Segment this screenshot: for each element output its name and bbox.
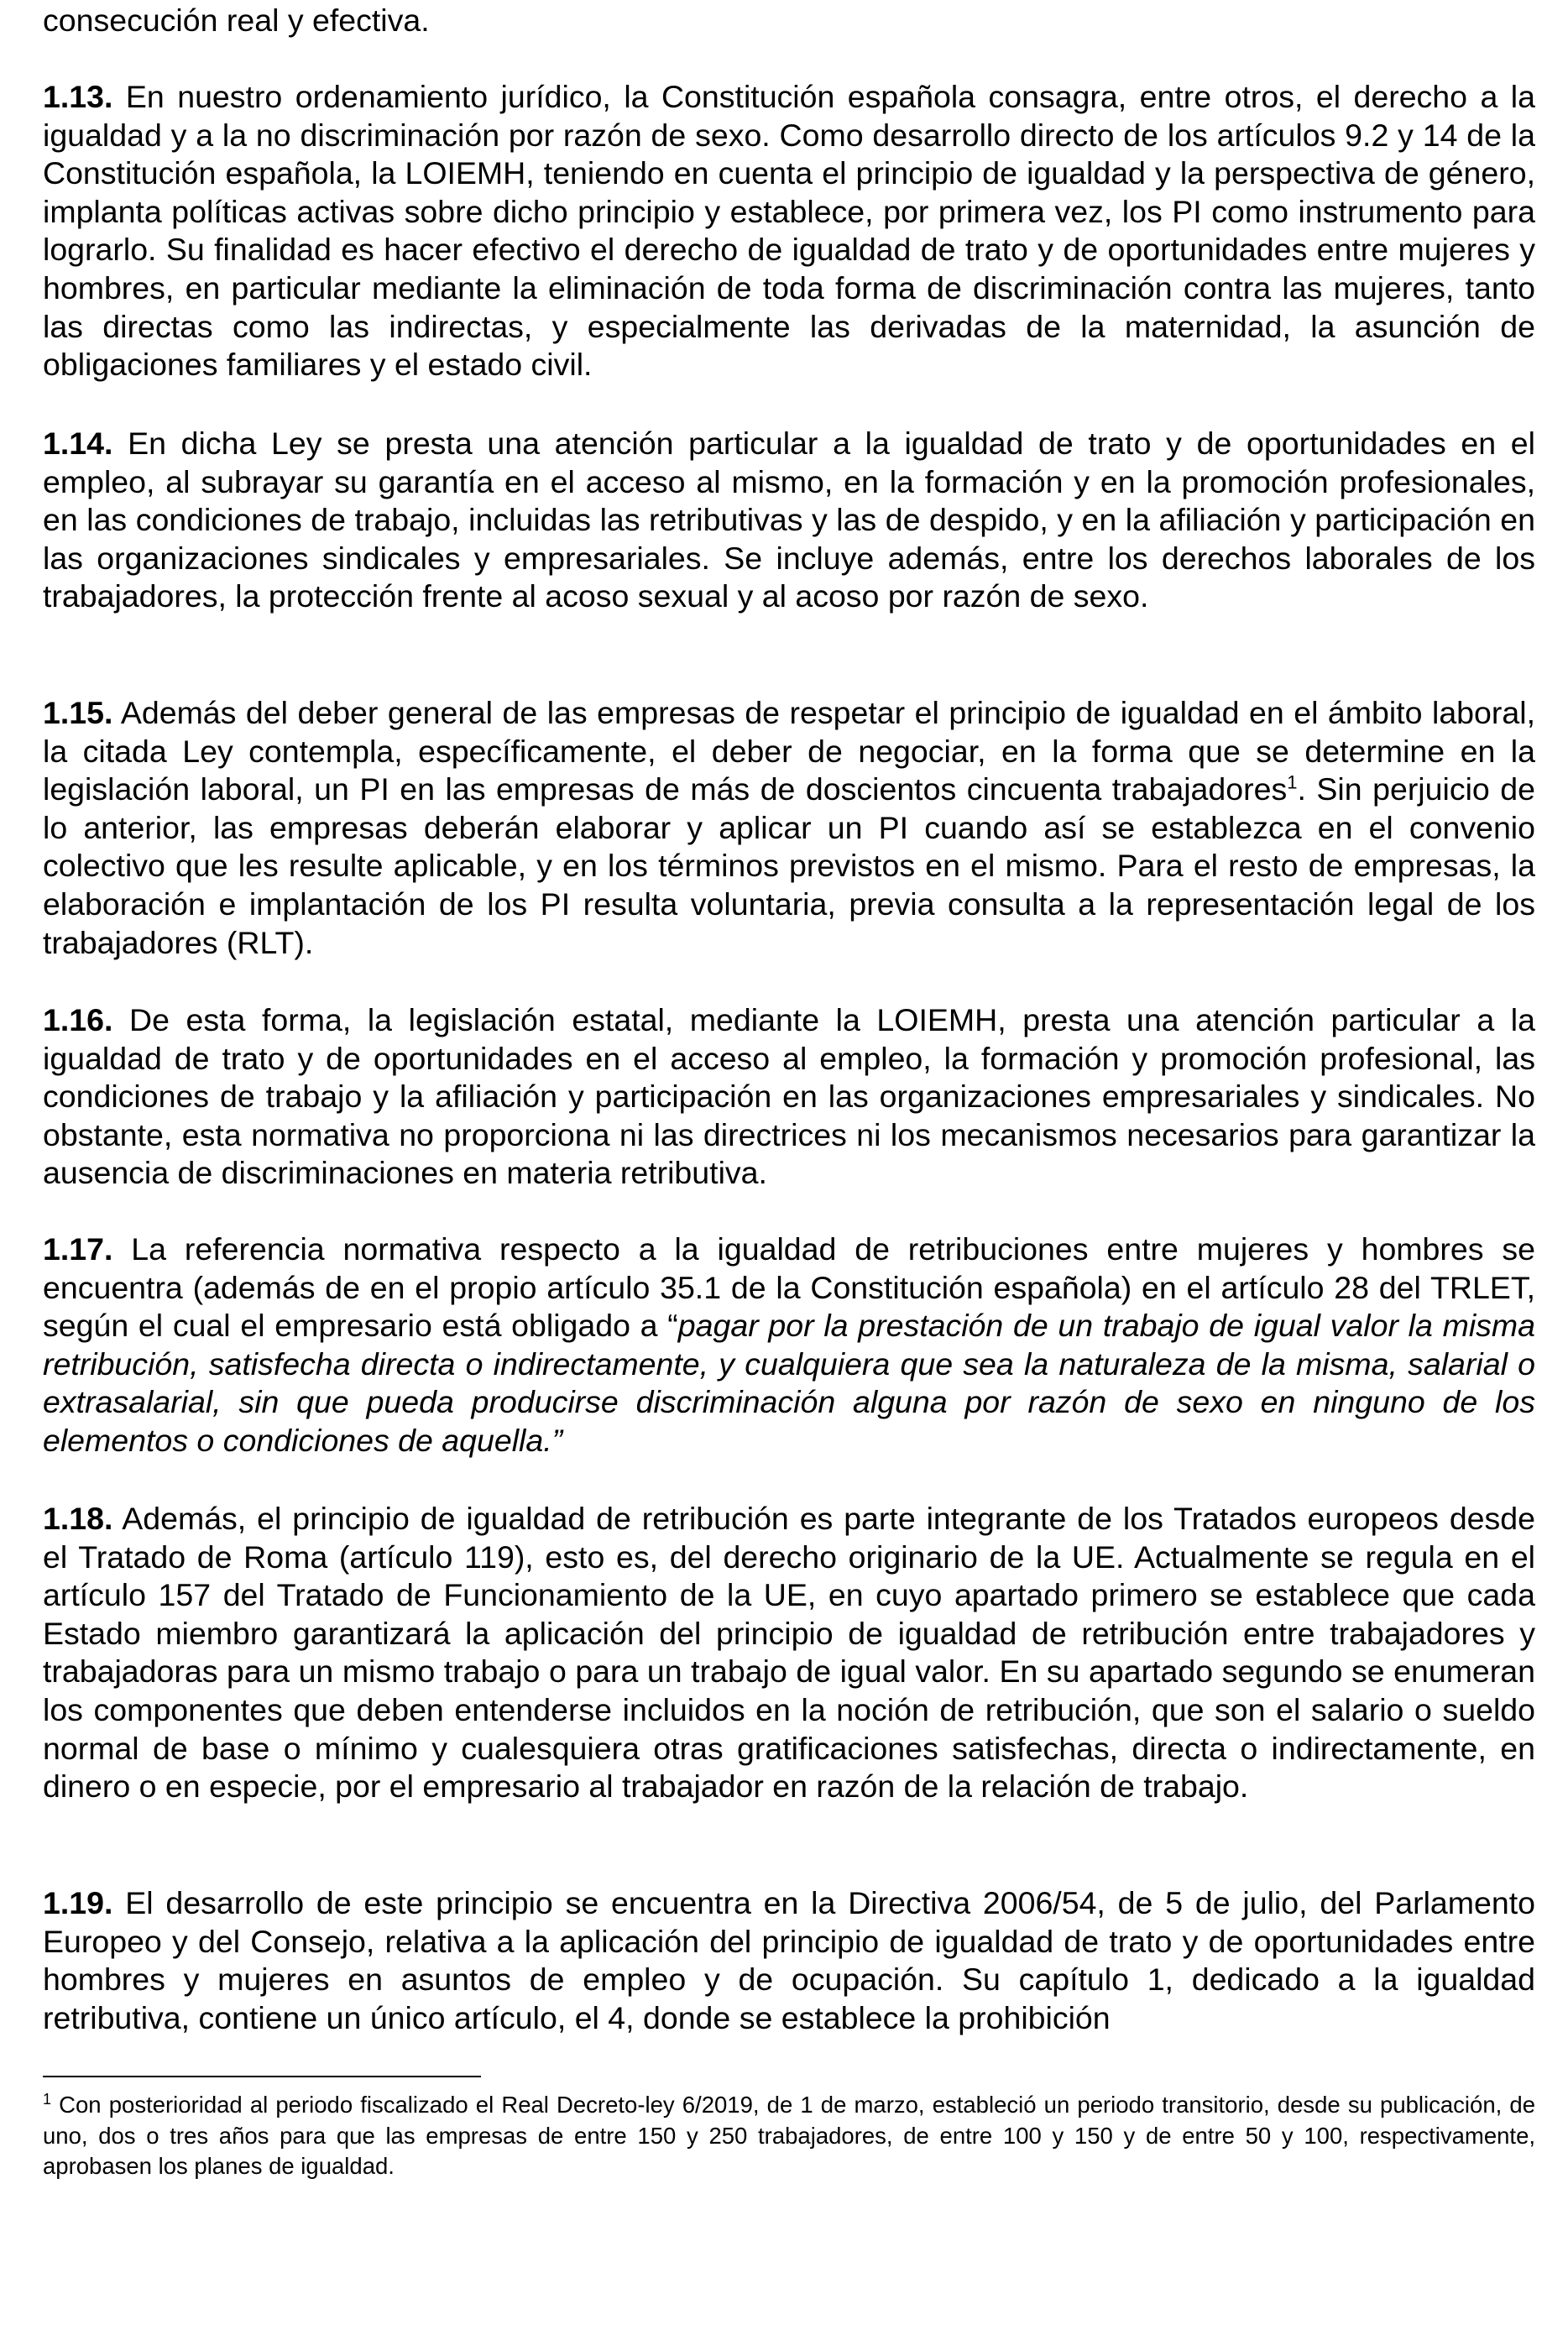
paragraph-number: 1.16. [43,1002,113,1037]
paragraph-1-16 [43,1001,1535,1193]
footnote-reference[interactable]: 1 [1287,771,1298,793]
paragraph-number: 1.19. [43,1885,113,1920]
footnote-mark: 1 [43,2090,52,2108]
paragraph-1-14 [43,425,1535,616]
paragraph-text-continued: . Sin perjuicio de lo anterior, las empresas deberán elaborar y aplicar un PI cuando así se establezca en el convenio colectivo que les resulte aplicable, y en los términos previstos en el mismo. Para el resto de empresas, la elaboración e implantación de los PI resulta voluntaria, previa consulta a la representación legal de los trabajadores (RLT). [43,771,1535,960]
paragraph-1-15 [43,694,1535,962]
footnote-text: Con posterioridad al periodo fiscalizado el Real Decreto-ley 6/2019, de 1 de marzo, estableció un periodo transitorio, desde su publicación, de uno, dos o tres años para que las empresas de entre 150 y 250 trabajadores, de entre 100 y 150 y de entre 50 y 100, respectivamente, aprobasen los planes de igualdad. [43,2092,1535,2179]
footnote-divider [43,2076,481,2077]
paragraph-text: El desarrollo de este principio se encuentra en la Directiva 2006/54, de 5 de julio, del Parlamento Europeo y del Consejo, relativa a la aplicación del principio de igualdad de trato y de oportunidades entre hombres y mujeres en asuntos de empleo y de ocupación. Su capítulo 1, dedicado a la igualdad retributiva, contiene un único artículo, el 4, donde se establece la prohibición [43,1885,1535,2035]
paragraph-text: En nuestro ordenamiento jurídico, la Constitución española consagra, entre otros, el derecho a la igualdad y a la no discriminación por razón de sexo. Como desarrollo directo de los artículos 9.2 y 14 de la Constitución española, la LOIEMH, teniendo en cuenta el principio de igualdad y la perspectiva de género, implanta políticas activas sobre dicho principio y establece, por primera vez, los PI como instrumento para lograrlo. Su finalidad es hacer efectivo el derecho de igualdad de trato y de oportunidades entre mujeres y hombres, en particular mediante la eliminación de toda forma de discriminación contra las mujeres, tanto las directas como las indirectas, y especialmente las derivadas de la maternidad, la asunción de obligaciones familiares y el estado civil. [43,79,1535,383]
paragraph-1-19 [43,1884,1535,2037]
legal-quote: pagar por la prestación de un trabajo de igual valor la misma retribución, satisfecha directa o indirectamente, y cualquiera que sea la naturaleza de la misma, salarial o extrasalarial, sin que pueda producirse discriminación alguna por razón de sexo en ninguno de los elementos o condiciones de aquella.” [43,1308,1535,1458]
paragraph-number: 1.17. [43,1231,113,1267]
paragraph-text: De esta forma, la legislación estatal, mediante la LOIEMH, presta una atención particular a la igualdad de trato y de oportunidades en el acceso al empleo, la formación y promoción profesional, las condiciones de trabajo y la afiliación y participación en las organizaciones empresariales y sindicales. No obstante, esta normativa no proporciona ni las directrices ni los mecanismos necesarios para garantizar la ausencia de discriminaciones en materia retributiva. [43,1002,1535,1191]
paragraph-text: En dicha Ley se presta una atención particular a la igualdad de trato y de oportunidades en el empleo, al subrayar su garantía en el acceso al mismo, en la formación y en la promoción profesionales, en las condiciones de trabajo, incluidas las retributivas y las de despido, y en la afiliación y participación en las organizaciones sindicales y empresariales. Se incluye además, entre los derechos laborales de los trabajadores, la protección frente al acoso sexual y al acoso por razón de sexo. [43,426,1535,614]
paragraph-1-13 [43,78,1535,384]
paragraph-number: 1.14. [43,426,113,461]
paragraph-number: 1.18. [43,1501,113,1536]
paragraph-number: 1.13. [43,79,113,114]
paragraph-number: 1.15. [43,695,113,730]
paragraph-text: consecución real y efectiva. [43,3,430,38]
paragraph-lead [43,2,1535,40]
paragraph-text: Además, el principio de igualdad de retribución es parte integrante de los Tratados europeos desde el Tratado de Roma (artículo 119), esto es, del derecho originario de la UE. Actualmente se regula en el artículo 157 del Tratado de Funcionamiento de la UE, en cuyo apartado primero se establece que cada Estado miembro garantizará la aplicación del principio de igualdad de retribución entre trabajadores y trabajadoras para un mismo trabajo o para un trabajo de igual valor. En su apartado segundo se enumeran los componentes que deben entenderse incluidos en la noción de retribución, que son el salario o sueldo normal de base o mínimo y cualesquiera otras gratificaciones satisfechas, directa o indirectamente, en dinero o en especie, por el empresario al trabajador en razón de la relación de trabajo. [43,1501,1535,1805]
paragraph-text: La referencia normativa respecto a la igualdad de retribuciones entre mujeres y hombres se encuentra (además de en el propio artículo 35.1 de la Constitución española) en el artículo 28 del TRLET, según el cual el empresario está obligado a “ [43,1231,1535,1344]
paragraph-1-18 [43,1500,1535,1806]
paragraph-1-17 [43,1230,1535,1460]
paragraph-text: Además del deber general de las empresas de respetar el principio de igualdad en el ámbito laboral, la citada Ley contempla, específicamente, el deber de negociar, en la forma que se determine en la legislación laboral, un PI en las empresas de más de doscientos cincuenta trabajadores [43,695,1535,807]
footnote [43,2090,1535,2182]
